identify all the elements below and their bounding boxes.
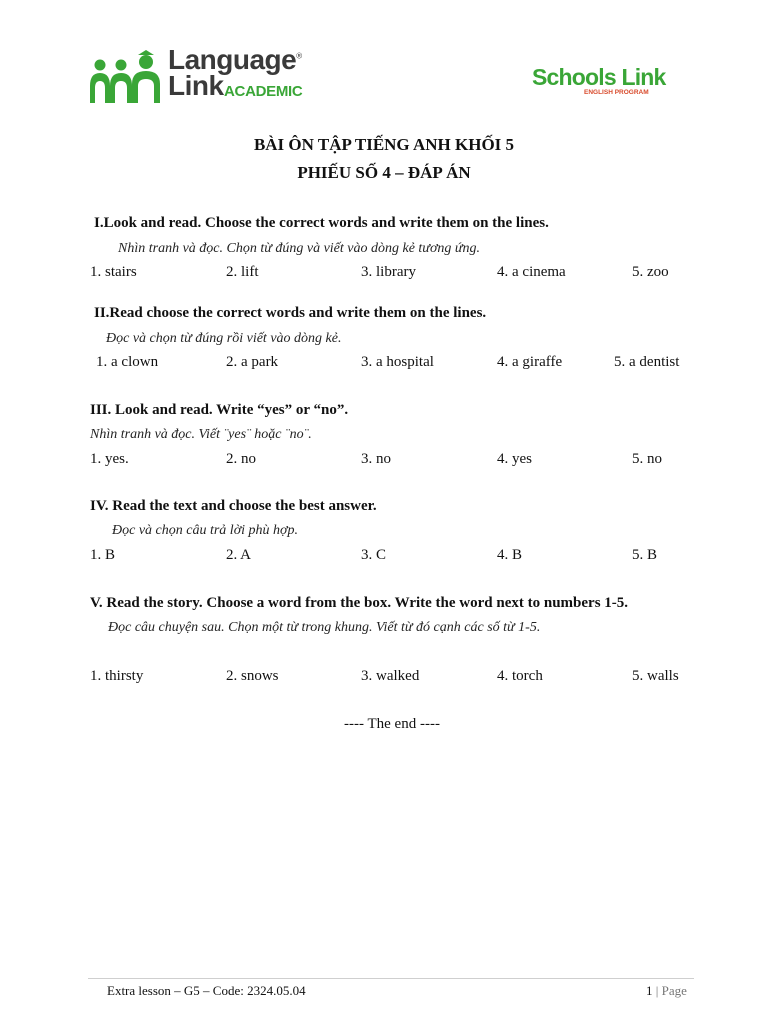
section-3-answer-3: 3. no — [361, 451, 391, 467]
section-3-answer-4: 4. yes — [497, 451, 532, 467]
section-3-answer-5: 5. no — [632, 451, 662, 467]
section-3-heading: III. Look and read. Write “yes” or “no”. — [90, 402, 349, 418]
section-1-heading: I.Look and read. Choose the correct words and write them on the lines. — [94, 215, 549, 231]
worksheet-subtitle: PHIẾU SỐ 4 – ĐÁP ÁN — [297, 163, 471, 182]
section-5-answer-1: 1. thirsty — [90, 668, 144, 684]
logo-word-language: Language® — [168, 44, 302, 75]
schools-link-name: Schools Link — [532, 64, 666, 90]
logo-word-academic: ACADEMIC — [224, 83, 303, 100]
section-5-answer-3: 3. walked — [361, 668, 420, 684]
section-4-answer-3: 3. C — [361, 547, 387, 563]
section-2-answer-5: 5. a dentist — [614, 354, 680, 370]
section-3-instruction: Nhìn tranh và đọc. Viết ¨yes¨ hoặc ¨no¨. — [90, 427, 312, 442]
section-2-answer-4: 4. a giraffe — [497, 354, 563, 370]
section-4-instruction: Đọc và chọn câu trả lời phù hợp. — [112, 523, 299, 538]
section-2-answer-3: 3. a hospital — [361, 354, 434, 370]
section-3-answer-1: 1. yes. — [90, 451, 129, 467]
footer-lesson-code: Extra lesson – G5 – Code: 2324.05.04 — [107, 983, 306, 998]
language-link-logo — [88, 44, 318, 108]
section-4-answer-5: 5. B — [632, 547, 658, 563]
section-5-heading: V. Read the story. Choose a word from the box. Write the word next to numbers 1-5. — [90, 595, 629, 611]
schools-link-subtitle: ENGLISH PROGRAM — [584, 89, 649, 96]
section-2-heading: II.Read choose the correct words and write them on the lines. — [94, 305, 487, 321]
page-number: 1 — [646, 983, 653, 998]
section-2-answer-2: 2. a park — [226, 354, 279, 370]
section-3-answer-2: 2. no — [226, 451, 256, 467]
section-5-answer-5: 5. walls — [632, 668, 679, 684]
section-5-answer-4: 4. torch — [497, 668, 543, 684]
section-1-answer-2: 2. lift — [226, 264, 259, 280]
footer-divider — [88, 978, 694, 979]
section-1-answer-1: 1. stairs — [90, 264, 137, 280]
page-separator: | — [655, 983, 659, 998]
worksheet-title: BÀI ÔN TẬP TIẾNG ANH KHỐI 5 — [253, 135, 515, 154]
section-1-instruction: Nhìn tranh và đọc. Chọn từ đúng và viết vào dòng kẻ tương ứng. — [118, 241, 481, 256]
section-1-answer-4: 4. a cinema — [497, 264, 566, 280]
the-end-marker: ---- The end ---- — [344, 716, 440, 732]
logo-word-link: Link — [168, 70, 224, 101]
section-4-answer-4: 4. B — [497, 547, 523, 563]
schools-link-logo — [532, 64, 672, 104]
people-figures-icon — [88, 48, 168, 104]
section-4-answer-2: 2. A — [226, 547, 252, 563]
section-2-instruction: Đọc và chọn từ đúng rồi viết vào dòng kẻ. — [106, 331, 342, 346]
section-5-answer-2: 2. snows — [226, 668, 279, 684]
section-4-answer-1: 1. B — [90, 547, 116, 563]
section-4-heading: IV. Read the text and choose the best answer. — [90, 498, 377, 514]
section-2-answer-1: 1. a clown — [96, 354, 159, 370]
footer-page-indicator — [646, 983, 687, 999]
page-label: Page — [661, 983, 687, 998]
section-1-answer-5: 5. zoo — [632, 264, 669, 280]
section-5-instruction: Đọc câu chuyện sau. Chọn một từ trong khung. Viết từ đó cạnh các số từ 1-5. — [108, 620, 541, 635]
section-1-answer-3: 3. library — [361, 264, 416, 280]
